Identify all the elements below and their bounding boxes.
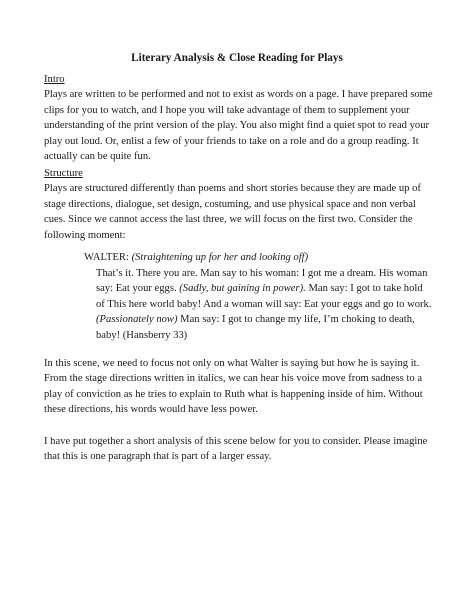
quote-line-3: Man say: I got to change my life, I’m choking to death, baby! (Hansberry 33) [96, 314, 415, 341]
stage-direction-2: (Sadly, but gaining in power). [179, 283, 306, 295]
document-title: Literary Analysis & Close Reading for Plays [131, 52, 343, 64]
quote-speaker-line [84, 250, 434, 265]
structure-paragraph: Plays are structured differently than poems and short stories because they are made up of stage directions, dialogue, set design, costuming, and use physical space and non verbal cues. Since we cannot access the last three, we will focus on the first two. Consider the following moment: [44, 183, 421, 241]
structure-section [44, 166, 434, 243]
quote-body [96, 266, 434, 343]
closing-paragraph-section [44, 434, 434, 465]
intro-heading: Intro [44, 74, 65, 85]
stage-direction-3: (Passionately now) [96, 314, 178, 326]
quote-line-2: Man say: I got to take hold of This here world baby! And a woman will say: Eat your eggs and go to work. [96, 283, 432, 310]
analysis-paragraph-section [44, 356, 434, 418]
quote-line-1: That’s it. There you are. Man say to his woman: I got me a dream. His woman say: Eat your eggs. [96, 268, 428, 295]
analysis-paragraph: In this scene, we need to focus not only on what Walter is saying but how he is saying it. From the stage directions written in italics, we can hear his voice move from sadness to a play of conviction as he tries to explain to Ruth what is happening inside of him. Without these directions, his words would have less power. [44, 358, 423, 416]
intro-paragraph: Plays are written to be performed and not to exist as words on a page. I have prepared some clips for you to watch, and I hope you will take advantage of them to supplement your understanding of the print version of the play. You also might find a quiet spot to read your play out loud. Or, enlist a few of your friends to take on a role and do a group reading. It actually can be quite fun. [44, 89, 433, 163]
closing-paragraph: I have put together a short analysis of this scene below for you to consider. Please imagine that this is one paragraph that is part of a larger essay. [44, 436, 428, 463]
structure-heading: Structure [44, 168, 83, 179]
quote-speaker: WALTER: [84, 252, 129, 263]
stage-direction-1: (Straightening up for her and looking off) [131, 252, 309, 263]
intro-section [44, 72, 434, 164]
